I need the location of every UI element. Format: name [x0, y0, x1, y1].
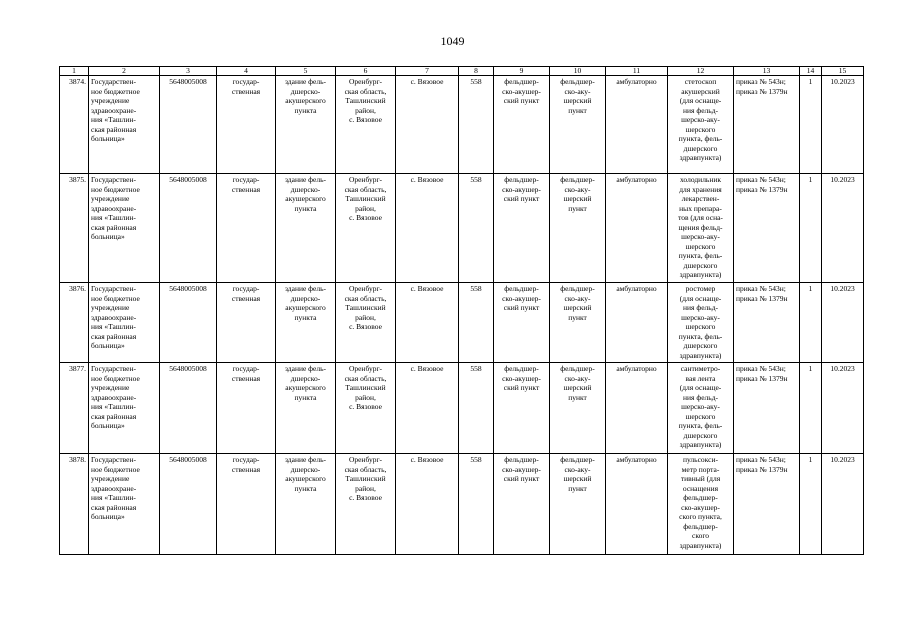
- table-row: [60, 454, 864, 555]
- date-cell: 10.2023: [822, 454, 864, 555]
- address-cell: Оренбург- ская область, Ташлинский район, с. Вязовое: [336, 454, 396, 555]
- address-cell: Оренбург- ская область, Ташлинский район, с. Вязовое: [336, 174, 396, 283]
- building-cell: здание фель- дшерско- акушерского пункта: [276, 283, 336, 363]
- equipment-cell: ростомер (для оснаще- ния фельд- шерско-аку- шерского пункта, фель- дшерского здравпункта): [668, 283, 734, 363]
- equipment-cell: пульсокси- метр порта- тивный (для оснащения фельдшер- ско-акушер- ского пункта, фельдшер- ского здравпункта): [668, 454, 734, 555]
- quantity-cell: 1: [800, 76, 822, 174]
- code-cell: 558: [459, 174, 494, 283]
- row-number: 3876.: [60, 283, 89, 363]
- date-cell: 10.2023: [822, 363, 864, 454]
- quantity-cell: 1: [800, 363, 822, 454]
- code-cell: 558: [459, 454, 494, 555]
- locality-cell: с. Вязовое: [396, 283, 459, 363]
- facility-type-cell: фельдшер- ско-акушер- ский пункт: [494, 283, 550, 363]
- inn-cell: 5648005008: [160, 76, 217, 174]
- column-header: 4: [217, 67, 276, 76]
- facility-type-cell: фельдшер- ско-акушер- ский пункт: [494, 454, 550, 555]
- column-header: 13: [734, 67, 800, 76]
- address-cell: Оренбург- ская область, Ташлинский район, с. Вязовое: [336, 76, 396, 174]
- equipment-cell: стетоскоп акушерский (для оснаще- ния фельд- шерско-аку- шерского пункта, фель- дшерского здравпункта): [668, 76, 734, 174]
- date-cell: 10.2023: [822, 283, 864, 363]
- building-cell: здание фель- дшерско- акушерского пункта: [276, 76, 336, 174]
- quantity-cell: 1: [800, 283, 822, 363]
- column-header: 2: [89, 67, 160, 76]
- column-header: 1: [60, 67, 89, 76]
- page-number: 1049: [440, 34, 465, 48]
- orders-cell: приказ № 543н; приказ № 1379н: [734, 454, 800, 555]
- inn-cell: 5648005008: [160, 363, 217, 454]
- facility-type-cell: фельдшер- ско-акушер- ский пункт: [494, 363, 550, 454]
- facility-type-cell: фельдшер- ско-акушер- ский пункт: [494, 76, 550, 174]
- care-type-cell: амбулаторно: [606, 283, 668, 363]
- orders-cell: приказ № 543н; приказ № 1379н: [734, 174, 800, 283]
- column-header: 7: [396, 67, 459, 76]
- code-cell: 558: [459, 283, 494, 363]
- column-header: 14: [800, 67, 822, 76]
- register-table: [59, 66, 864, 555]
- equipment-cell: сантиметро- вая лента (для оснаще- ния фельд- шерско-аку- шерского пункта, фель- дшерского здравпункта): [668, 363, 734, 454]
- column-header: 15: [822, 67, 864, 76]
- row-number: 3875.: [60, 174, 89, 283]
- address-cell: Оренбург- ская область, Ташлинский район, с. Вязовое: [336, 363, 396, 454]
- locality-cell: с. Вязовое: [396, 454, 459, 555]
- code-cell: 558: [459, 363, 494, 454]
- header-row: [60, 67, 864, 76]
- table-row: [60, 174, 864, 283]
- care-type-cell: амбулаторно: [606, 174, 668, 283]
- locality-cell: с. Вязовое: [396, 363, 459, 454]
- ownership-cell: государ- ственная: [217, 283, 276, 363]
- table-row: [60, 76, 864, 174]
- column-header: 5: [276, 67, 336, 76]
- column-header: 10: [550, 67, 606, 76]
- date-cell: 10.2023: [822, 76, 864, 174]
- locality-cell: с. Вязовое: [396, 76, 459, 174]
- column-header: 3: [160, 67, 217, 76]
- quantity-cell: 1: [800, 454, 822, 555]
- column-header: 9: [494, 67, 550, 76]
- care-type-cell: амбулаторно: [606, 454, 668, 555]
- code-cell: 558: [459, 76, 494, 174]
- table-row: [60, 283, 864, 363]
- facility-type-cell: фельдшер- ско-акушер- ский пункт: [494, 174, 550, 283]
- row-number: 3874.: [60, 76, 89, 174]
- row-number: 3878.: [60, 454, 89, 555]
- organization-cell: Государствен- ное бюджетное учреждение здравоохране- ния «Ташлин- ская районная больница»: [89, 363, 160, 454]
- table-row: [60, 363, 864, 454]
- building-cell: здание фель- дшерско- акушерского пункта: [276, 363, 336, 454]
- inn-cell: 5648005008: [160, 174, 217, 283]
- organization-cell: Государствен- ное бюджетное учреждение здравоохране- ния «Ташлин- ская районная больница»: [89, 76, 160, 174]
- column-header: 11: [606, 67, 668, 76]
- unit-cell: фельдшер- ско-аку- шерский пункт: [550, 363, 606, 454]
- organization-cell: Государствен- ное бюджетное учреждение здравоохране- ния «Ташлин- ская районная больница»: [89, 454, 160, 555]
- orders-cell: приказ № 543н; приказ № 1379н: [734, 363, 800, 454]
- ownership-cell: государ- ственная: [217, 76, 276, 174]
- locality-cell: с. Вязовое: [396, 174, 459, 283]
- unit-cell: фельдшер- ско-аку- шерский пункт: [550, 283, 606, 363]
- care-type-cell: амбулаторно: [606, 76, 668, 174]
- care-type-cell: амбулаторно: [606, 363, 668, 454]
- column-header: 6: [336, 67, 396, 76]
- unit-cell: фельдшер- ско-аку- шерский пункт: [550, 454, 606, 555]
- unit-cell: фельдшер- ско-аку- шерский пункт: [550, 76, 606, 174]
- organization-cell: Государствен- ное бюджетное учреждение здравоохране- ния «Ташлин- ская районная больница»: [89, 174, 160, 283]
- building-cell: здание фель- дшерско- акушерского пункта: [276, 174, 336, 283]
- ownership-cell: государ- ственная: [217, 363, 276, 454]
- orders-cell: приказ № 543н; приказ № 1379н: [734, 283, 800, 363]
- inn-cell: 5648005008: [160, 283, 217, 363]
- equipment-cell: холодильник для хранения лекарствен- ных препара- тов (для осна- щения фельд- шерско-аку- шерского пункта, фель- дшерского здравпункта): [668, 174, 734, 283]
- column-header: 8: [459, 67, 494, 76]
- row-number: 3877.: [60, 363, 89, 454]
- organization-cell: Государствен- ное бюджетное учреждение здравоохране- ния «Ташлин- ская районная больница»: [89, 283, 160, 363]
- orders-cell: приказ № 543н; приказ № 1379н: [734, 76, 800, 174]
- inn-cell: 5648005008: [160, 454, 217, 555]
- date-cell: 10.2023: [822, 174, 864, 283]
- building-cell: здание фель- дшерско- акушерского пункта: [276, 454, 336, 555]
- ownership-cell: государ- ственная: [217, 174, 276, 283]
- ownership-cell: государ- ственная: [217, 454, 276, 555]
- column-header: 12: [668, 67, 734, 76]
- unit-cell: фельдшер- ско-аку- шерский пункт: [550, 174, 606, 283]
- quantity-cell: 1: [800, 174, 822, 283]
- address-cell: Оренбург- ская область, Ташлинский район, с. Вязовое: [336, 283, 396, 363]
